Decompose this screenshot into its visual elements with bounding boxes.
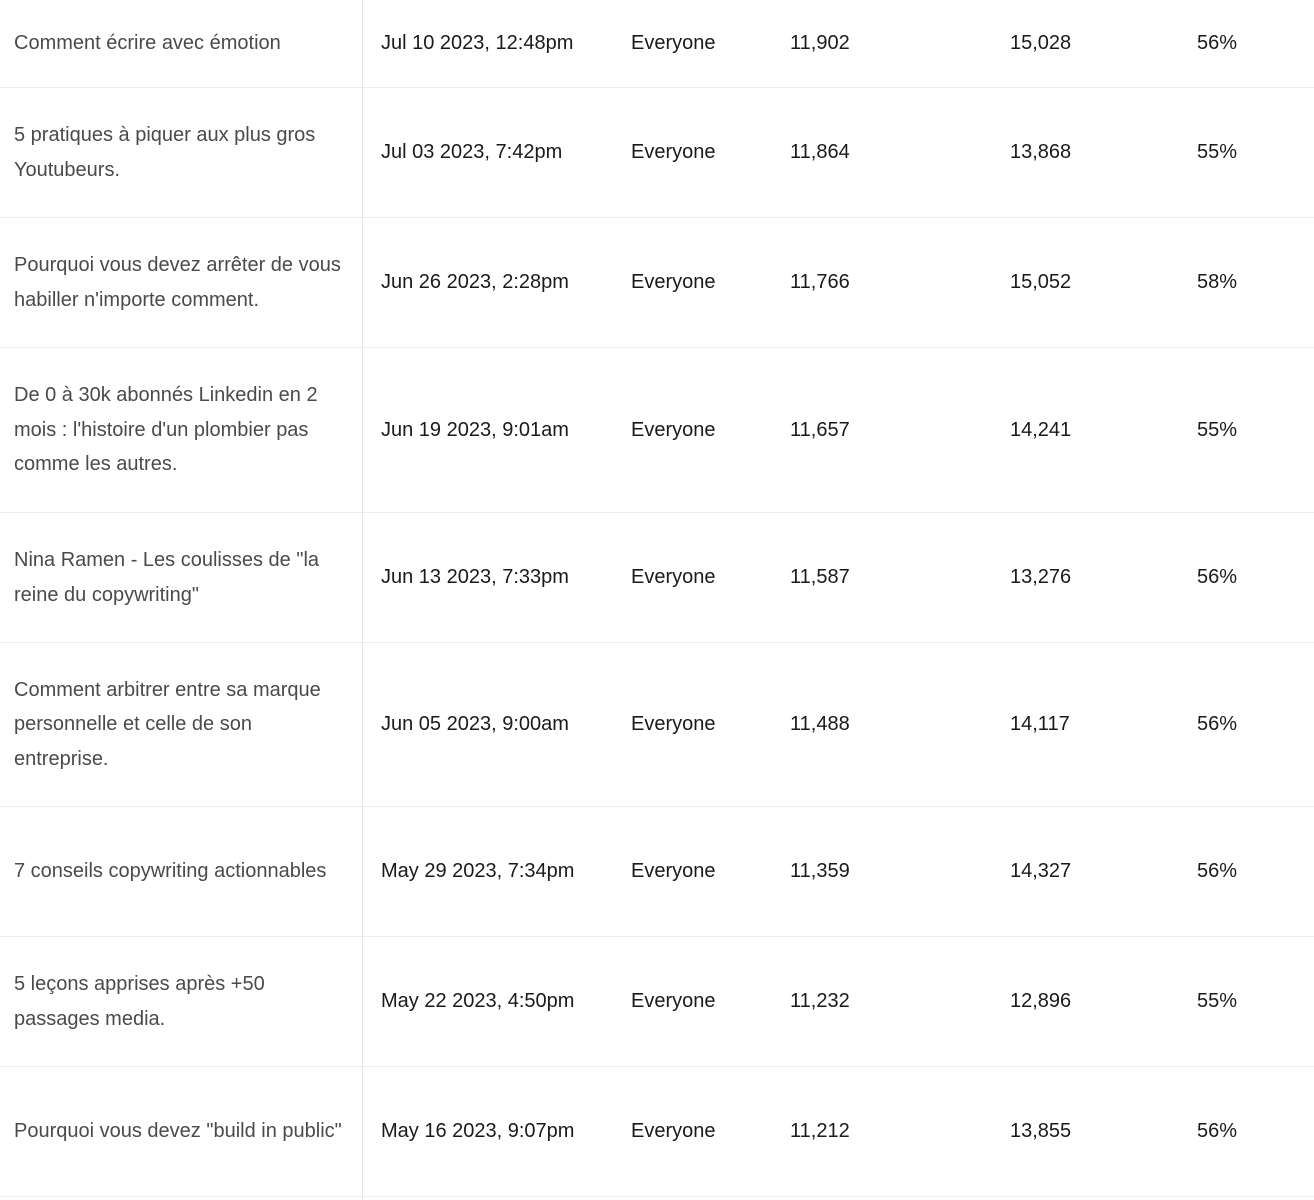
post-stat-b: 14,117 (1010, 713, 1070, 736)
post-stat-rate: 56% (1197, 1120, 1238, 1143)
post-stat-rate: 56% (1197, 713, 1238, 736)
post-title[interactable]: Pourquoi vous devez "build in public" (0, 1067, 363, 1196)
post-date: May 16 2023, 9:07pm (381, 1120, 575, 1143)
post-stat-rate: 56% (1197, 566, 1238, 589)
post-audience: Everyone (631, 860, 716, 883)
post-stat-a: 11,902 (790, 32, 850, 55)
post-stat-a: 11,488 (790, 713, 850, 736)
post-title[interactable]: 5 leçons apprises après +50 passages media. (0, 937, 363, 1066)
post-title[interactable]: Nina Ramen - Les coulisses de "la reine du copywriting" (0, 513, 363, 642)
post-audience: Everyone (631, 566, 716, 589)
post-stat-a: 11,587 (790, 566, 850, 589)
post-stat-b: 14,241 (1010, 418, 1072, 441)
post-stat-rate: 55% (1197, 990, 1238, 1013)
post-stat-b: 13,855 (1010, 1120, 1072, 1143)
post-stat-b: 14,327 (1010, 860, 1072, 883)
post-title[interactable]: Comment écrire avec émotion (0, 0, 363, 87)
post-stat-rate: 56% (1197, 860, 1238, 883)
post-title[interactable]: De 0 à 30k abonnés Linkedin en 2 mois : l'histoire d'un plombier pas comme les autres. (0, 348, 363, 512)
post-title[interactable]: Comment arbitrer entre sa marque personnelle et celle de son entreprise. (0, 643, 363, 806)
table-row[interactable] (0, 643, 1314, 807)
post-date: Jul 03 2023, 7:42pm (381, 141, 563, 164)
post-date: Jun 19 2023, 9:01am (381, 418, 569, 441)
post-audience: Everyone (631, 713, 716, 736)
post-stat-rate: 58% (1197, 271, 1238, 294)
post-stat-rate: 55% (1197, 418, 1238, 441)
post-stat-a: 11,864 (790, 141, 850, 164)
table-row[interactable] (0, 513, 1314, 643)
table-row[interactable] (0, 218, 1314, 348)
post-title[interactable]: 7 conseils copywriting actionnables (0, 807, 363, 936)
post-date: Jun 05 2023, 9:00am (381, 713, 569, 736)
post-stat-a: 11,359 (790, 860, 850, 883)
post-audience: Everyone (631, 418, 716, 441)
table-row[interactable] (0, 807, 1314, 937)
post-audience: Everyone (631, 141, 716, 164)
post-audience: Everyone (631, 1120, 716, 1143)
post-stat-rate: 55% (1197, 141, 1238, 164)
post-stat-rate: 56% (1197, 32, 1238, 55)
post-audience: Everyone (631, 32, 716, 55)
post-stat-b: 13,868 (1010, 141, 1072, 164)
post-date: Jul 10 2023, 12:48pm (381, 32, 574, 55)
post-stat-b: 15,052 (1010, 271, 1072, 294)
post-audience: Everyone (631, 271, 716, 294)
post-title[interactable]: 5 pratiques à piquer aux plus gros Youtubeurs. (0, 88, 363, 217)
post-stat-a: 11,657 (790, 418, 850, 441)
table-row[interactable] (0, 348, 1314, 513)
table-row[interactable] (0, 937, 1314, 1067)
post-date: Jun 13 2023, 7:33pm (381, 566, 569, 589)
post-stat-b: 15,028 (1010, 32, 1072, 55)
table-row[interactable] (0, 1067, 1314, 1197)
post-stat-b: 12,896 (1010, 990, 1072, 1013)
post-stat-a: 11,766 (790, 271, 850, 294)
table-row[interactable] (0, 88, 1314, 218)
post-stat-a: 11,212 (790, 1120, 850, 1143)
post-stat-a: 11,232 (790, 990, 850, 1013)
table-row[interactable] (0, 0, 1314, 88)
post-date: Jun 26 2023, 2:28pm (381, 271, 569, 294)
post-audience: Everyone (631, 990, 716, 1013)
post-title[interactable]: Pourquoi vous devez arrêter de vous habiller n'importe comment. (0, 218, 363, 347)
post-date: May 29 2023, 7:34pm (381, 860, 575, 883)
post-stat-b: 13,276 (1010, 566, 1072, 589)
post-date: May 22 2023, 4:50pm (381, 990, 575, 1013)
